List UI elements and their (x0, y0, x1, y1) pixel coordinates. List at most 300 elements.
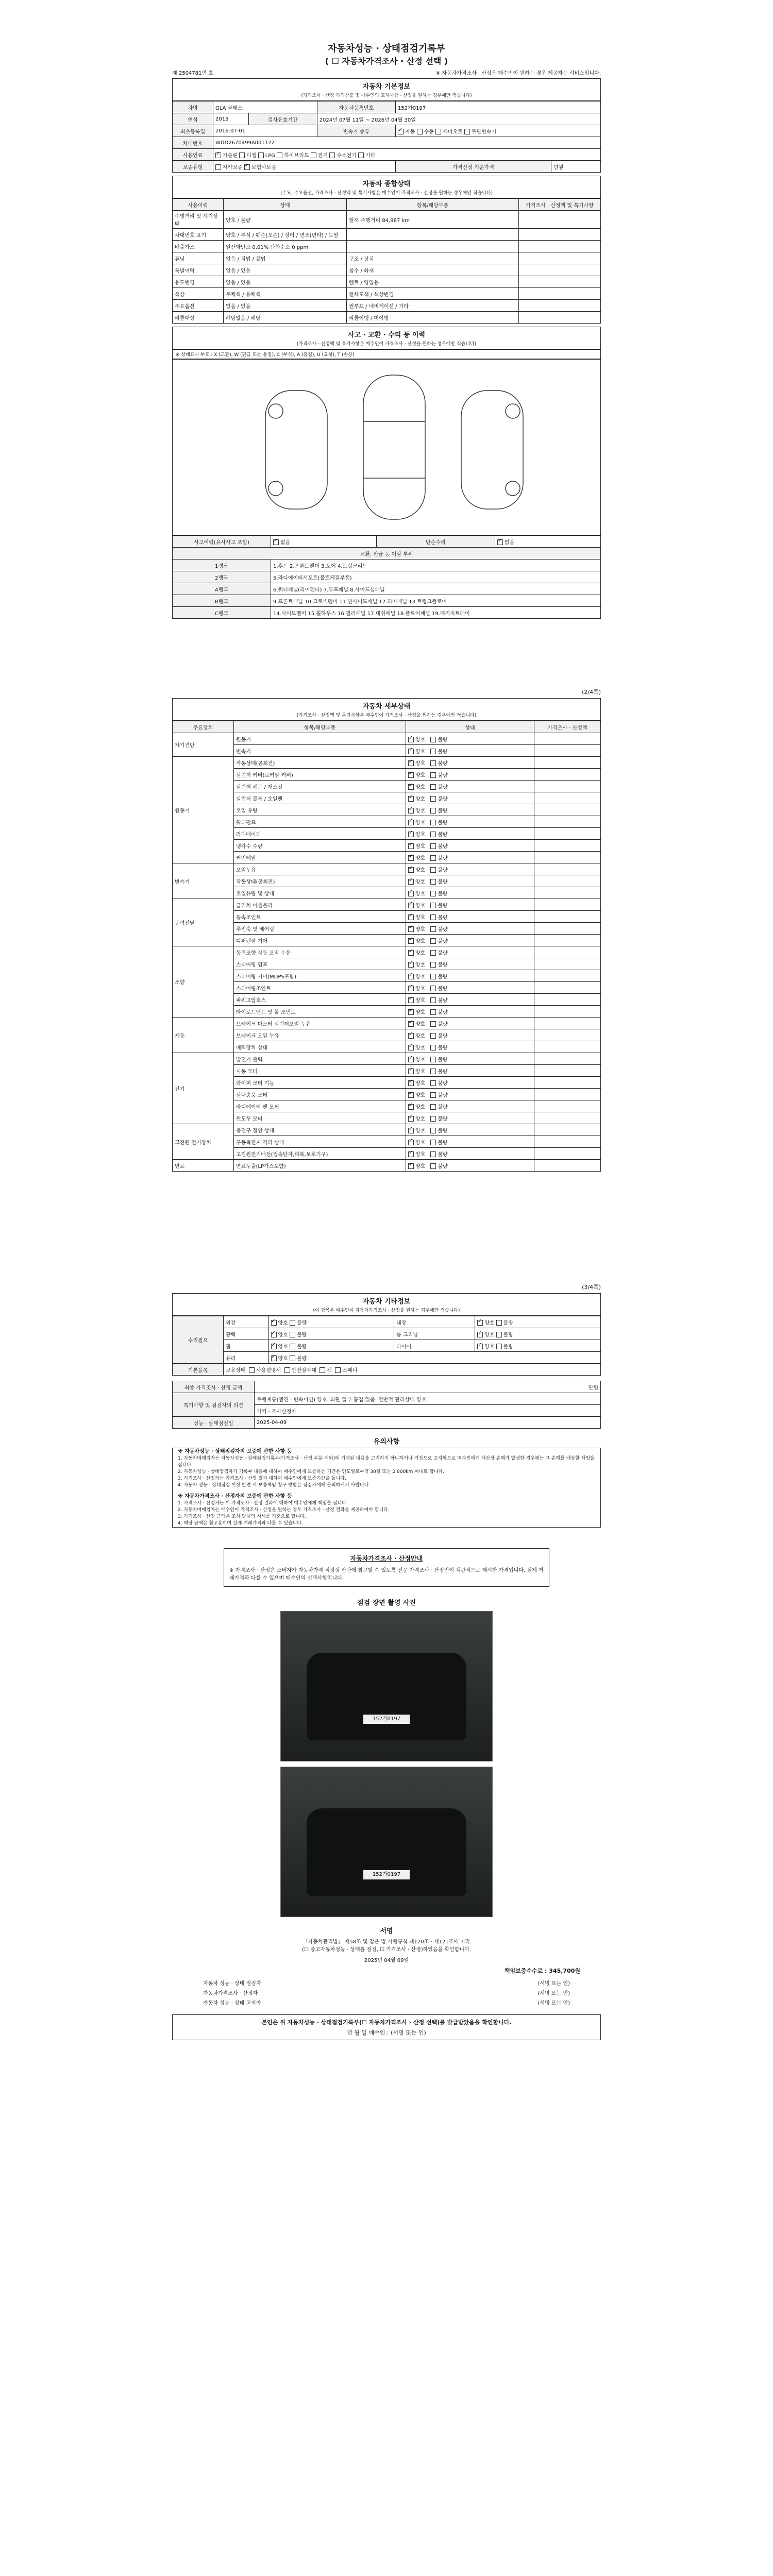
good-checkbox[interactable] (408, 1080, 414, 1086)
detail-device: 전기 (173, 1053, 234, 1124)
bad-checkbox[interactable] (430, 855, 436, 861)
bad-checkbox[interactable] (430, 867, 436, 873)
misc-item: 휠 (224, 1340, 269, 1352)
signer-role: 자동차 성능 · 상태 점검자 (203, 1981, 261, 1987)
state-label: 불량 (438, 926, 448, 933)
bad-checkbox[interactable] (290, 1344, 295, 1349)
good-checkbox[interactable] (271, 1320, 277, 1326)
detail-item: 윈도우 모터 (234, 1112, 406, 1124)
electric-checkbox[interactable] (311, 152, 316, 158)
detail-col-price: 가격조사 · 산정액 (534, 721, 601, 733)
detail-state (406, 935, 534, 946)
good-checkbox[interactable] (408, 1151, 414, 1157)
detail-price (534, 935, 601, 946)
table-row (173, 946, 601, 958)
table-row (173, 994, 601, 1006)
state-label: 양호 (415, 1033, 426, 1039)
state-label: 불량 (438, 891, 448, 897)
bad-checkbox[interactable] (430, 997, 436, 1003)
semi-checkbox[interactable] (435, 129, 441, 134)
detail-state (406, 745, 534, 757)
good-checkbox[interactable] (408, 772, 414, 778)
fuel-label: 사용연료 (173, 149, 213, 161)
bad-checkbox[interactable] (430, 891, 436, 896)
bad-checkbox[interactable] (290, 1332, 295, 1337)
state-label: 불량 (438, 1140, 448, 1146)
good-checkbox[interactable] (408, 820, 414, 825)
good-checkbox[interactable] (477, 1320, 483, 1326)
status-state: 없음 / 있음 (224, 276, 347, 288)
state-label: 양호 (415, 962, 426, 968)
table-row (173, 887, 601, 899)
status-state: 없음 / 있음 (224, 264, 347, 276)
auto-checkbox[interactable] (398, 129, 404, 134)
page-2 (172, 688, 601, 1262)
good-checkbox[interactable] (408, 1140, 414, 1145)
good-checkbox[interactable] (408, 832, 414, 837)
detail-price (534, 887, 601, 899)
good-checkbox[interactable] (477, 1344, 483, 1349)
detail-price (534, 899, 601, 911)
status-price (519, 276, 601, 288)
detail-item: 오일 유량 (234, 804, 406, 816)
good-checkbox[interactable] (408, 950, 414, 956)
table-row (173, 1089, 601, 1100)
rank-label: B랭크 (173, 595, 271, 607)
price-label: 가격산정 기준가격 (396, 161, 551, 173)
state-label: 불량 (438, 867, 448, 873)
good-checkbox[interactable] (408, 1163, 414, 1169)
accident-none-checkbox[interactable] (273, 539, 279, 545)
good-checkbox[interactable] (408, 1009, 414, 1015)
car-name: GLA 클래스 (213, 101, 317, 113)
bad-checkbox[interactable] (430, 772, 436, 778)
bad-checkbox[interactable] (430, 974, 436, 979)
status-table (172, 198, 601, 324)
section-basic-note: (가격조사 · 산정 가격산출 및 매수인의 고지사항 · 산정을 원하는 경우에만 적습니다) (172, 91, 601, 101)
good-checkbox[interactable] (408, 1057, 414, 1062)
bad-checkbox[interactable] (430, 1057, 436, 1062)
state-label: 양호 (415, 784, 426, 790)
detail-price (534, 1065, 601, 1077)
good-checkbox[interactable] (408, 760, 414, 766)
bad-checkbox[interactable] (496, 1332, 502, 1337)
detail-device: 변속기 (173, 863, 234, 899)
table-row (173, 804, 601, 816)
table-row (173, 899, 601, 911)
detail-price (534, 946, 601, 958)
detail-price (534, 816, 601, 828)
state-label: 양호 (415, 867, 426, 873)
state-label: 불량 (438, 1021, 448, 1027)
car-image (307, 1808, 466, 1896)
state-label: 양호 (415, 1045, 426, 1051)
bad-checkbox[interactable] (430, 938, 436, 944)
detail-state (406, 804, 534, 816)
detail-state (406, 769, 534, 781)
car-right-side (461, 391, 523, 509)
table-row (173, 958, 601, 970)
good-checkbox[interactable] (408, 737, 414, 742)
state-label: 양호 (415, 926, 426, 933)
state-label: 양호 (415, 1057, 426, 1063)
basic-item-checkbox[interactable] (284, 1367, 290, 1373)
state-label: 불량 (438, 1080, 448, 1087)
car-name-label: 차명 (173, 101, 213, 113)
hybrid-checkbox[interactable] (277, 152, 282, 158)
good-checkbox[interactable] (408, 962, 414, 968)
signer-row (172, 1978, 601, 1988)
good-checkbox[interactable] (408, 749, 414, 754)
signer-sign: (서명 또는 인) (537, 1981, 570, 1987)
state-label: 불량 (438, 1057, 448, 1063)
table-row (173, 781, 601, 792)
sign-date: 2025년 04월 09일 (364, 1958, 409, 1963)
notice-item: 1. 가격조사 · 산정자는 이 가격조사 · 산정 결과에 대하여 매수인에게 책임을 집니다. (178, 1501, 348, 1506)
state-label: 불량 (438, 903, 448, 909)
good-checkbox[interactable] (408, 1021, 414, 1027)
bad-checkbox[interactable] (430, 784, 436, 790)
basic-item: 스패너 (342, 1367, 358, 1374)
price-guide-text: ※ 가격조사 · 산정은 소비자가 자동차가격 적정성 판단에 참고할 수 있도록 전문 가격조사 · 산정인이 객관적으로 제시한 가격입니다. 실제 거래가격과 다를 수 있으며 매수인의 선택사항입니다. (229, 1568, 544, 1581)
good-checkbox[interactable] (408, 1069, 414, 1074)
detail-item: 파워고압호스 (234, 994, 406, 1006)
signer-row (172, 1988, 601, 1997)
year: 2015 (213, 113, 249, 125)
detail-price (534, 1077, 601, 1089)
basic-item: 사용설명서 (256, 1367, 281, 1374)
detail-price (534, 804, 601, 816)
state-label: 양호 (415, 737, 426, 743)
check-date: 2025-04-09 (255, 1417, 601, 1429)
notice-title: 유의사항 (373, 1438, 400, 1446)
section-detail-title: 자동차 세부상태 (172, 698, 601, 710)
detail-item: 클러치 어셈블리 (234, 899, 406, 911)
status-item: 주행거리 및 계기상태 (173, 211, 224, 229)
bad-checkbox[interactable] (430, 986, 436, 991)
state-label: 양호 (415, 1140, 426, 1146)
table-row (173, 264, 601, 276)
self-warranty-checkbox[interactable] (215, 164, 221, 170)
good-checkbox[interactable] (408, 974, 414, 979)
table-row (173, 1041, 601, 1053)
good-checkbox[interactable] (408, 1092, 414, 1098)
notice-item: 2. 자동차매매업자는 매수인이 가격조사 · 산정을 원하는 경우 가격조사 · 산정 결과를 제공하여야 합니다. (178, 1507, 390, 1513)
state-label: 양호 (415, 1080, 426, 1087)
detail-device: 고전원 전기장치 (173, 1124, 234, 1160)
basic-item-checkbox[interactable] (320, 1367, 325, 1373)
rank-label: 2랭크 (173, 571, 271, 583)
state-label: 불량 (438, 879, 448, 885)
state-label: 양호 (415, 950, 426, 956)
state-label: 불량 (438, 760, 448, 767)
detail-device: 조향 (173, 946, 234, 1018)
detail-state (406, 863, 534, 875)
state-label: 양호 (415, 772, 426, 778)
bad-checkbox[interactable] (430, 1033, 436, 1039)
detail-item: 라디에이터 (234, 828, 406, 840)
detail-price (534, 757, 601, 769)
detail-state (406, 828, 534, 840)
detail-price (534, 1018, 601, 1029)
good-checkbox[interactable] (271, 1332, 277, 1337)
bad-checkbox[interactable] (430, 760, 436, 766)
accident-label: 사고이력(유사사고 포함) (173, 536, 271, 548)
detail-state (406, 792, 534, 804)
detail-state (406, 1089, 534, 1100)
good-checkbox[interactable] (408, 1116, 414, 1122)
status-col-price: 가격조사 · 산정액 및 특기사항 (519, 199, 601, 211)
detail-item: 발전기 출력 (234, 1053, 406, 1065)
bad-checkbox[interactable] (430, 1069, 436, 1074)
receiver-label: 년 월 일 매수인 : (서명 또는 인) (347, 2029, 426, 2036)
status-price (519, 229, 601, 241)
status-price (519, 252, 601, 264)
table-row (173, 923, 601, 935)
transmission-label: 변속기 종류 (317, 125, 395, 137)
bad-checkbox[interactable] (496, 1344, 502, 1349)
insurance-warranty-checkbox[interactable] (244, 164, 250, 170)
detail-price (534, 1100, 601, 1112)
detail-item: 추진축 및 베어링 (234, 923, 406, 935)
status-item: 색상 (173, 288, 224, 300)
bad-checkbox[interactable] (430, 796, 436, 802)
status-detail: 침수 / 화재 (347, 264, 519, 276)
detail-item: 실린더 커버(로커암 커버) (234, 769, 406, 781)
state-label: 양호 (415, 997, 426, 1004)
simple-repair-label: 단순수리 (376, 536, 495, 548)
bad-checkbox[interactable] (430, 808, 436, 814)
detail-item: 커먼레일 (234, 852, 406, 863)
bad-checkbox[interactable] (430, 1116, 436, 1122)
car-left-side (265, 391, 327, 509)
state-label: 불량 (438, 796, 448, 802)
good-checkbox[interactable] (408, 1033, 414, 1039)
sign-text-2: (☐ 중고자동차성능 · 상태를 점검, ☐ 가격조사 · 산정)하였음을 확인합니다. (302, 1947, 471, 1953)
bad-checkbox[interactable] (430, 950, 436, 956)
good-checkbox[interactable] (408, 784, 414, 790)
good-checkbox[interactable] (408, 879, 414, 885)
status-detail: 썬루프 / 네비게이션 / 기타 (347, 300, 519, 312)
good-checkbox[interactable] (477, 1332, 483, 1337)
car-image (307, 1653, 466, 1740)
first-reg: 2016-07-01 (213, 125, 317, 137)
inspection-photo-rear (280, 1767, 493, 1917)
state-label: 불량 (438, 784, 448, 790)
table-row (173, 911, 601, 923)
detail-item: 동력조향 작동 오일 누유 (234, 946, 406, 958)
good-checkbox[interactable] (408, 855, 414, 861)
table-row (173, 982, 601, 994)
signer-sign: (서명 또는 인) (537, 1991, 570, 1996)
detail-item: 배력장치 상태 (234, 1041, 406, 1053)
detail-price (534, 1006, 601, 1018)
status-detail (347, 241, 519, 252)
detail-item: 워터펌프 (234, 816, 406, 828)
basic-item-checkbox[interactable] (335, 1367, 341, 1373)
bad-checkbox[interactable] (430, 914, 436, 920)
good-checkbox[interactable] (408, 914, 414, 920)
bad-checkbox[interactable] (430, 1128, 436, 1133)
bad-checkbox[interactable] (430, 1140, 436, 1145)
good-checkbox[interactable] (408, 1128, 414, 1133)
good-checkbox[interactable] (408, 926, 414, 932)
detail-device: 연료 (173, 1160, 234, 1172)
good-checkbox[interactable] (271, 1355, 277, 1361)
table-row (173, 312, 601, 324)
bad-checkbox[interactable] (430, 1163, 436, 1169)
table-row (173, 276, 601, 288)
price-unit: 만원 (551, 161, 601, 173)
bad-checkbox[interactable] (430, 1009, 436, 1015)
bad-checkbox[interactable] (430, 1092, 436, 1098)
detail-state (406, 875, 534, 887)
detail-price (534, 1112, 601, 1124)
table-row (173, 1029, 601, 1041)
doc-title: 자동차성능 · 상태점검기록부 (327, 43, 446, 54)
detail-state (406, 899, 534, 911)
gasoline-checkbox[interactable] (215, 152, 221, 158)
good-checkbox[interactable] (408, 808, 414, 814)
notice-item: 3. 가격조사 · 산정 금액은 조사 당시의 시세를 기준으로 합니다. (178, 1514, 306, 1519)
bad-checkbox[interactable] (430, 962, 436, 968)
status-item: 특별이력 (173, 264, 224, 276)
good-checkbox[interactable] (408, 867, 414, 873)
manual-checkbox[interactable] (417, 129, 423, 134)
table-row (173, 1124, 601, 1136)
bad-checkbox[interactable] (430, 926, 436, 932)
status-item: 용도변경 (173, 276, 224, 288)
status-item: 리콜대상 (173, 312, 224, 324)
good-checkbox[interactable] (408, 1104, 414, 1110)
table-row (173, 875, 601, 887)
status-item: 배출가스 (173, 241, 224, 252)
final-price-unit: 만원 (255, 1381, 601, 1393)
special-label: 특기사항 및 점검자의 의견 (173, 1393, 255, 1417)
detail-state (406, 923, 534, 935)
bad-checkbox[interactable] (290, 1355, 295, 1361)
signer-role: 자동차가격조사 · 산정자 (203, 1991, 258, 1996)
bad-checkbox[interactable] (430, 820, 436, 825)
table-row (173, 1018, 601, 1029)
table-row (173, 1148, 601, 1160)
detail-price (534, 1160, 601, 1172)
hydrogen-checkbox[interactable] (329, 152, 335, 158)
special-text: 주행계통(엔진 · 변속미션) 양호. 외관 일부 흠집 있음. 전반적 관리상태 양호. (255, 1393, 601, 1405)
good-checkbox[interactable] (408, 986, 414, 991)
bad-checkbox[interactable] (430, 1104, 436, 1110)
detail-price (534, 1041, 601, 1053)
state-label: 불량 (438, 772, 448, 778)
basic-item-checkbox[interactable] (249, 1367, 255, 1373)
detail-item: 실린더 헤드 / 개스킷 (234, 781, 406, 792)
basic-items-label: 기본품목 (173, 1364, 224, 1376)
notice-block (172, 1448, 601, 1528)
inspection-period: 2024년 07월 11일 ~ 2026년 04월 30일 (317, 113, 600, 125)
good-checkbox[interactable] (408, 1045, 414, 1050)
state-label: 불량 (438, 914, 448, 921)
good-checkbox[interactable] (408, 796, 414, 802)
good-checkbox[interactable] (408, 891, 414, 896)
state-label: 양호 (415, 974, 426, 980)
bad-checkbox[interactable] (430, 832, 436, 837)
status-state: 일산화탄소 0.01% 탄화수소 0 ppm (224, 241, 347, 252)
detail-item: 스티어링 기어(MDPS포함) (234, 970, 406, 982)
state-label: 불량 (438, 749, 448, 755)
bad-checkbox[interactable] (430, 737, 436, 742)
state-label: 불량 (438, 1009, 448, 1015)
other-fuel-checkbox[interactable] (358, 152, 364, 158)
section-misc-note: (이 항목은 매수인이 자동차가격조사 · 산정을 원하는 경우에만 적습니다) (172, 1306, 601, 1316)
bad-checkbox[interactable] (496, 1320, 502, 1326)
lpg-checkbox[interactable] (258, 152, 264, 158)
status-item: 주요옵션 (173, 300, 224, 312)
bad-checkbox[interactable] (430, 903, 436, 908)
good-checkbox[interactable] (271, 1344, 277, 1349)
detail-item: 실내송풍 모터 (234, 1089, 406, 1100)
section-status-title: 자동차 종합상태 (172, 176, 601, 188)
detail-state (406, 994, 534, 1006)
detail-price (534, 1053, 601, 1065)
table-row (173, 288, 601, 300)
state-label: 불량 (438, 1128, 448, 1134)
bottom-notice (172, 2014, 601, 2040)
detail-price (534, 875, 601, 887)
bad-checkbox[interactable] (430, 749, 436, 754)
detail-item: 오일유량 및 상태 (234, 887, 406, 899)
table-row (173, 1077, 601, 1089)
notice-item: 4. 해당 금액은 참고용이며 실제 거래가격과 다를 수 있습니다. (178, 1521, 303, 1526)
detail-item: 브레이크 오일 누유 (234, 1029, 406, 1041)
detail-price (534, 1124, 601, 1136)
bad-checkbox[interactable] (430, 1080, 436, 1086)
bad-checkbox[interactable] (430, 1151, 436, 1157)
state-label: 양호 (415, 1021, 426, 1027)
cvt-checkbox[interactable] (464, 129, 470, 134)
state-label: 양호 (415, 749, 426, 755)
rank-items: 5.라디에이터서포트(볼트체결부품) (271, 571, 600, 583)
state-label: 불량 (438, 974, 448, 980)
status-price (519, 241, 601, 252)
table-row (173, 852, 601, 863)
good-checkbox[interactable] (408, 903, 414, 908)
bad-checkbox[interactable] (430, 879, 436, 885)
simple-repair-value: 없음 (505, 539, 515, 546)
good-checkbox[interactable] (408, 843, 414, 849)
state-label: 양호 (415, 1116, 426, 1122)
misc-item: 내장 (394, 1316, 475, 1328)
diesel-checkbox[interactable] (239, 152, 245, 158)
checker-label: 가격 · 조사산정자 (255, 1405, 601, 1417)
detail-state (406, 1018, 534, 1029)
good-checkbox[interactable] (408, 938, 414, 944)
notice-item: 4. 자동차 성능 · 상태점검 이상 발견 시 보증책임 청구 방법은 점검자에게 문의하시기 바랍니다. (178, 1483, 371, 1488)
detail-item: 고전원전기배선(접속단자,피복,보호기구) (234, 1148, 406, 1160)
good-checkbox[interactable] (408, 997, 414, 1003)
simple-repair-none-checkbox[interactable] (497, 539, 503, 545)
bad-checkbox[interactable] (430, 1021, 436, 1027)
detail-price (534, 733, 601, 745)
state-label: 불량 (438, 1033, 448, 1039)
bad-checkbox[interactable] (290, 1320, 295, 1326)
notice-item: 2. 자동차성능 · 상태점검자가 기록부 내용에 대하여 매수인에게 보증하는 기간은 인도일로부터 30일 또는 2,000km 이내로 합니다. (178, 1469, 445, 1475)
status-state: 해당없음 / 해당 (224, 312, 347, 324)
bad-checkbox[interactable] (430, 843, 436, 849)
state-label: 불량 (438, 1045, 448, 1051)
detail-item: 충전구 절연 상태 (234, 1124, 406, 1136)
reg-no-label: 자동차등록번호 (317, 101, 395, 113)
bad-checkbox[interactable] (430, 1045, 436, 1050)
